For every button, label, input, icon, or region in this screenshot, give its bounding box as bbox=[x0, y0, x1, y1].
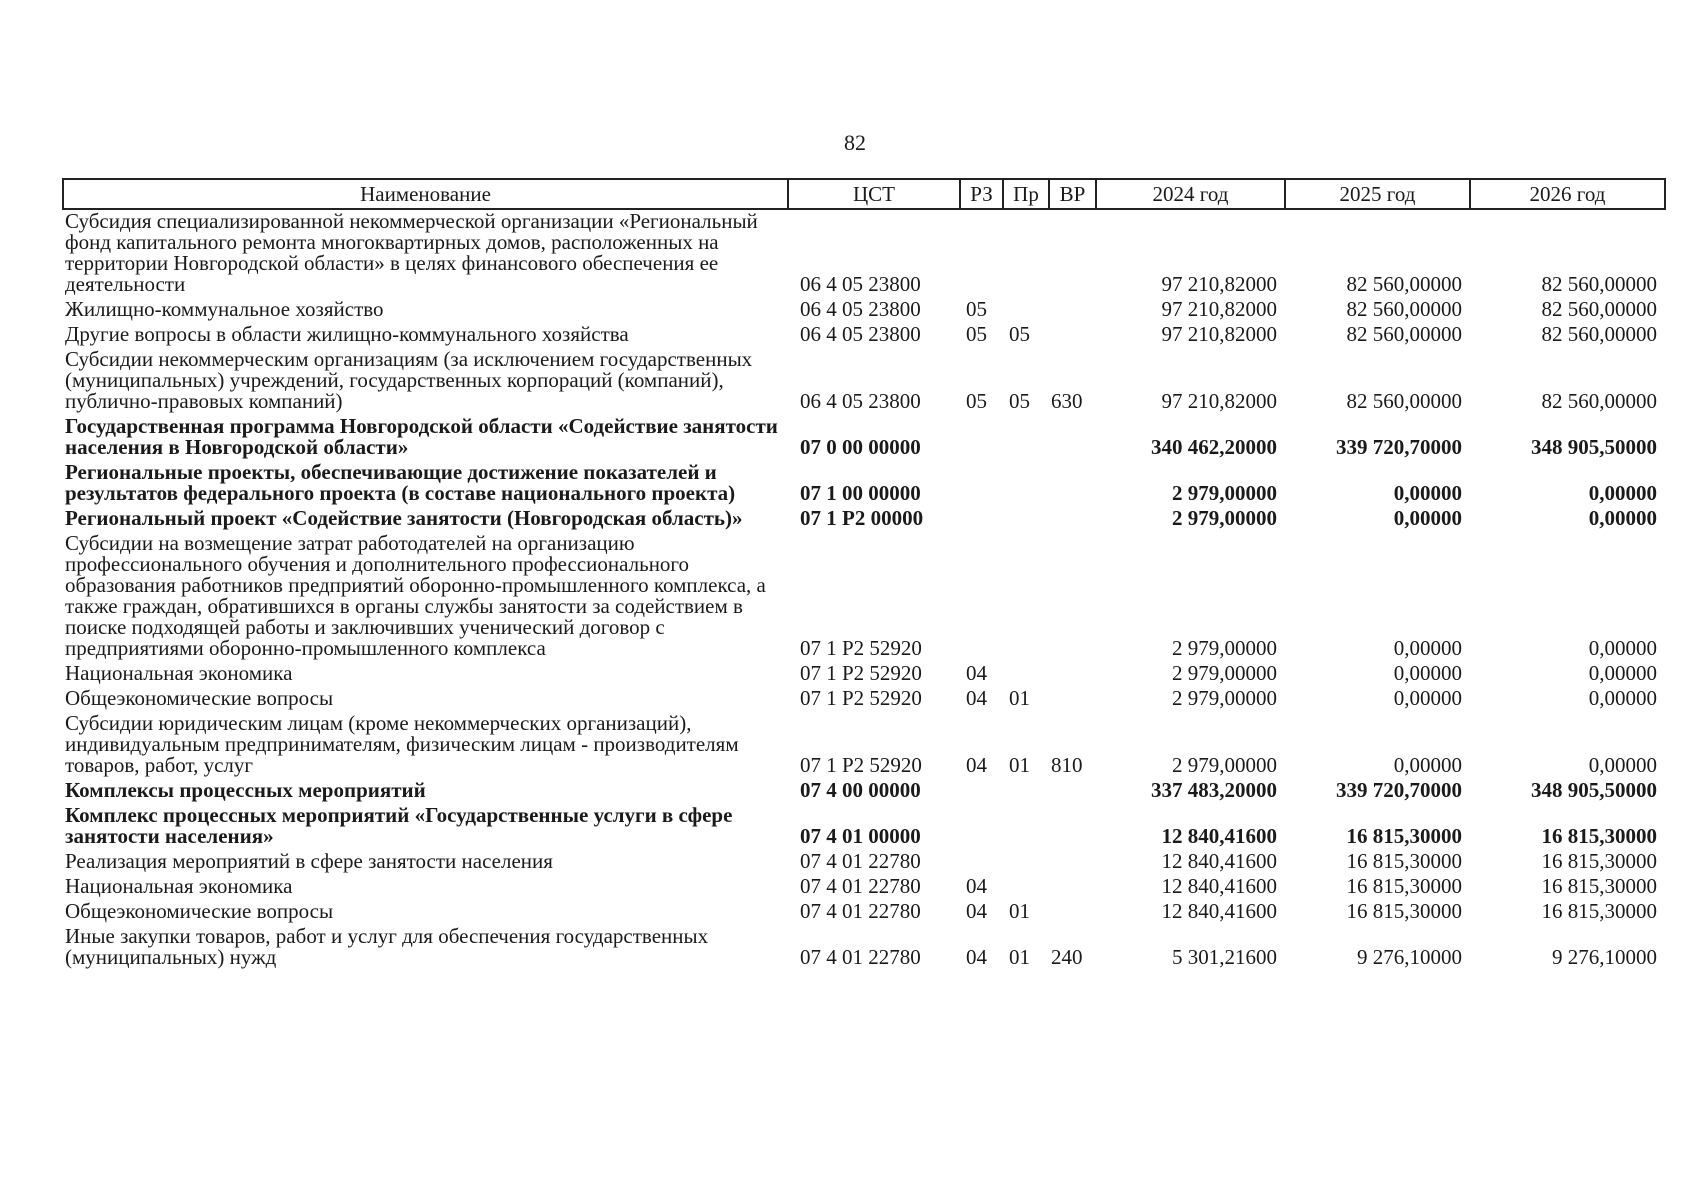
row-vr: 630 bbox=[1051, 389, 1083, 413]
row-name: Региональный проект «Содействие занятости (Новгородская область)» bbox=[65, 506, 743, 530]
row-amount-2025: 82 560,00000 bbox=[1346, 389, 1462, 413]
row-rz: 04 bbox=[966, 661, 987, 685]
row-rz bbox=[960, 209, 1003, 298]
row-amount-2026: 0,00000 bbox=[1588, 753, 1657, 777]
row-amount-2024: 2 979,00000 bbox=[1172, 506, 1277, 530]
header-name: Наименование bbox=[63, 179, 788, 209]
row-rz: 05 bbox=[966, 297, 987, 321]
header-row bbox=[63, 179, 1665, 209]
row-cst: 07 4 01 22780 bbox=[800, 899, 921, 923]
row-name: Комплексы процессных мероприятий bbox=[65, 778, 426, 802]
row-amount-2026: 16 815,30000 bbox=[1541, 899, 1657, 923]
row-amount-2026: 16 815,30000 bbox=[1541, 824, 1657, 848]
row-amount-2026: 0,00000 bbox=[1588, 686, 1657, 710]
row-pr bbox=[1003, 875, 1049, 900]
row-name: Субсидии юридическим лицам (кроме некоммерческих организаций), индивидуальным предпринимателям, физическим лицам - производителям товаров, работ, услуг bbox=[65, 711, 739, 777]
row-cst: 07 4 01 22780 bbox=[800, 849, 921, 873]
row-pr bbox=[1003, 662, 1049, 687]
row-amount-2024: 2 979,00000 bbox=[1172, 753, 1277, 777]
table-row bbox=[63, 925, 1665, 971]
row-rz bbox=[960, 804, 1003, 850]
row-vr bbox=[1049, 415, 1096, 461]
header-year-2025: 2025 год bbox=[1285, 179, 1470, 209]
row-cst: 07 1 Р2 52920 bbox=[800, 753, 922, 777]
row-rz bbox=[960, 532, 1003, 662]
row-amount-2024: 97 210,82000 bbox=[1161, 389, 1277, 413]
row-rz: 04 bbox=[966, 945, 987, 969]
row-pr bbox=[1003, 532, 1049, 662]
row-amount-2025: 82 560,00000 bbox=[1346, 272, 1462, 296]
header-cst: ЦСТ bbox=[788, 179, 960, 209]
row-name: Государственная программа Новгородской области «Содействие занятости населения в Новгородской области» bbox=[65, 414, 778, 459]
row-amount-2024: 2 979,00000 bbox=[1172, 481, 1277, 505]
table-row bbox=[63, 209, 1665, 298]
row-vr bbox=[1049, 323, 1096, 348]
row-amount-2025: 0,00000 bbox=[1393, 506, 1462, 530]
table-row bbox=[63, 348, 1665, 415]
row-amount-2026: 82 560,00000 bbox=[1541, 272, 1657, 296]
row-vr bbox=[1049, 662, 1096, 687]
row-name: Субсидии некоммерческим организациям (за исключением государственных (муниципальных) учреждений, государственных корпораций (компаний), публично-правовых компаний) bbox=[65, 347, 753, 413]
table-row bbox=[63, 662, 1665, 687]
row-vr bbox=[1049, 209, 1096, 298]
table-row bbox=[63, 323, 1665, 348]
row-name: Общеэкономические вопросы bbox=[65, 899, 334, 923]
row-cst: 07 4 01 00000 bbox=[800, 824, 921, 848]
row-amount-2024: 2 979,00000 bbox=[1172, 686, 1277, 710]
table-row bbox=[63, 461, 1665, 507]
row-vr: 240 bbox=[1051, 945, 1083, 969]
row-cst: 06 4 05 23800 bbox=[800, 297, 921, 321]
row-cst: 07 1 00 00000 bbox=[800, 481, 921, 505]
row-rz bbox=[960, 415, 1003, 461]
row-vr bbox=[1049, 875, 1096, 900]
row-amount-2025: 16 815,30000 bbox=[1346, 899, 1462, 923]
row-rz bbox=[960, 850, 1003, 875]
row-cst: 06 4 05 23800 bbox=[800, 322, 921, 346]
row-pr bbox=[1003, 507, 1049, 532]
row-amount-2025: 16 815,30000 bbox=[1346, 874, 1462, 898]
row-vr bbox=[1049, 687, 1096, 712]
row-rz: 04 bbox=[966, 874, 987, 898]
row-amount-2026: 82 560,00000 bbox=[1541, 297, 1657, 321]
row-name: Общеэкономические вопросы bbox=[65, 686, 334, 710]
row-cst: 07 1 Р2 52920 bbox=[800, 636, 922, 660]
row-name: Комплекс процессных мероприятий «Государственные услуги в сфере занятости населения» bbox=[65, 803, 733, 848]
row-vr bbox=[1049, 507, 1096, 532]
table-row bbox=[63, 298, 1665, 323]
row-amount-2025: 16 815,30000 bbox=[1346, 824, 1462, 848]
row-name: Жилищно-коммунальное хозяйство bbox=[65, 297, 384, 321]
header-pr: Пр bbox=[1003, 179, 1049, 209]
row-rz: 05 bbox=[966, 389, 987, 413]
row-cst: 07 4 00 00000 bbox=[800, 778, 921, 802]
row-pr: 05 bbox=[1009, 389, 1030, 413]
row-pr: 05 bbox=[1009, 322, 1030, 346]
table-header bbox=[63, 179, 1665, 209]
row-pr: 01 bbox=[1009, 899, 1030, 923]
row-amount-2024: 5 301,21600 bbox=[1172, 945, 1277, 969]
row-amount-2026: 82 560,00000 bbox=[1541, 389, 1657, 413]
row-amount-2026: 0,00000 bbox=[1588, 636, 1657, 660]
table-row bbox=[63, 415, 1665, 461]
row-pr bbox=[1003, 209, 1049, 298]
row-rz: 04 bbox=[966, 753, 987, 777]
row-cst: 07 1 Р2 52920 bbox=[800, 686, 922, 710]
row-pr bbox=[1003, 850, 1049, 875]
row-name: Иные закупки товаров, работ и услуг для обеспечения государственных (муниципальных) нужд bbox=[65, 924, 709, 969]
table-body bbox=[63, 209, 1665, 971]
row-amount-2025: 82 560,00000 bbox=[1346, 297, 1462, 321]
table-row bbox=[63, 532, 1665, 662]
row-name: Региональные проекты, обеспечивающие достижение показателей и результатов федерального проекта (в составе национального проекта) bbox=[65, 460, 736, 505]
row-amount-2024: 97 210,82000 bbox=[1161, 322, 1277, 346]
row-amount-2025: 0,00000 bbox=[1393, 636, 1462, 660]
row-vr bbox=[1049, 850, 1096, 875]
row-amount-2025: 82 560,00000 bbox=[1346, 322, 1462, 346]
table-row bbox=[63, 875, 1665, 900]
row-amount-2025: 339 720,70000 bbox=[1336, 778, 1462, 802]
row-name: Национальная экономика bbox=[65, 874, 293, 898]
row-amount-2026: 9 276,10000 bbox=[1552, 945, 1657, 969]
header-rz: РЗ bbox=[960, 179, 1003, 209]
row-amount-2024: 12 840,41600 bbox=[1161, 899, 1277, 923]
row-name: Национальная экономика bbox=[65, 661, 293, 685]
row-amount-2025: 16 815,30000 bbox=[1346, 849, 1462, 873]
table-row bbox=[63, 900, 1665, 925]
header-year-2024: 2024 год bbox=[1096, 179, 1285, 209]
row-amount-2024: 2 979,00000 bbox=[1172, 636, 1277, 660]
row-amount-2026: 348 905,50000 bbox=[1531, 435, 1657, 459]
row-pr bbox=[1003, 461, 1049, 507]
row-cst: 07 1 Р2 00000 bbox=[800, 506, 924, 530]
row-amount-2026: 16 815,30000 bbox=[1541, 849, 1657, 873]
row-name: Другие вопросы в области жилищно-коммунального хозяйства bbox=[65, 322, 629, 346]
header-vr: ВР bbox=[1049, 179, 1096, 209]
row-amount-2024: 337 483,20000 bbox=[1151, 778, 1277, 802]
row-pr bbox=[1003, 415, 1049, 461]
row-amount-2025: 0,00000 bbox=[1393, 481, 1462, 505]
row-vr: 810 bbox=[1051, 753, 1083, 777]
row-pr bbox=[1003, 804, 1049, 850]
table-row bbox=[63, 712, 1665, 779]
table-row bbox=[63, 687, 1665, 712]
row-cst: 06 4 05 23800 bbox=[800, 389, 921, 413]
row-amount-2024: 12 840,41600 bbox=[1161, 849, 1277, 873]
row-amount-2024: 12 840,41600 bbox=[1161, 824, 1277, 848]
table-row bbox=[63, 850, 1665, 875]
row-amount-2026: 348 905,50000 bbox=[1531, 778, 1657, 802]
row-pr: 01 bbox=[1009, 753, 1030, 777]
row-amount-2025: 0,00000 bbox=[1393, 753, 1462, 777]
row-cst: 07 4 01 22780 bbox=[800, 874, 921, 898]
row-pr: 01 bbox=[1009, 686, 1030, 710]
budget-table-container bbox=[62, 178, 1664, 971]
row-pr bbox=[1003, 779, 1049, 804]
row-amount-2026: 82 560,00000 bbox=[1541, 322, 1657, 346]
row-rz: 04 bbox=[966, 686, 987, 710]
row-vr bbox=[1049, 779, 1096, 804]
row-vr bbox=[1049, 532, 1096, 662]
row-cst: 07 4 01 22780 bbox=[800, 945, 921, 969]
row-amount-2026: 0,00000 bbox=[1588, 506, 1657, 530]
row-pr: 01 bbox=[1009, 945, 1030, 969]
row-amount-2025: 0,00000 bbox=[1393, 661, 1462, 685]
row-amount-2025: 9 276,10000 bbox=[1357, 945, 1462, 969]
row-amount-2024: 340 462,20000 bbox=[1151, 435, 1277, 459]
row-name: Реализация мероприятий в сфере занятости населения bbox=[65, 849, 553, 873]
row-amount-2026: 0,00000 bbox=[1588, 661, 1657, 685]
row-vr bbox=[1049, 461, 1096, 507]
row-amount-2026: 16 815,30000 bbox=[1541, 874, 1657, 898]
row-amount-2024: 97 210,82000 bbox=[1161, 297, 1277, 321]
row-rz bbox=[960, 507, 1003, 532]
row-amount-2025: 0,00000 bbox=[1393, 686, 1462, 710]
row-cst: 07 0 00 00000 bbox=[800, 435, 921, 459]
row-rz: 04 bbox=[966, 899, 987, 923]
row-amount-2025: 339 720,70000 bbox=[1336, 435, 1462, 459]
row-rz: 05 bbox=[966, 322, 987, 346]
header-year-2026: 2026 год bbox=[1470, 179, 1665, 209]
row-rz bbox=[960, 779, 1003, 804]
row-cst: 07 1 Р2 52920 bbox=[800, 661, 922, 685]
page-number: 82 bbox=[844, 130, 866, 155]
row-vr bbox=[1049, 900, 1096, 925]
row-amount-2024: 2 979,00000 bbox=[1172, 661, 1277, 685]
row-cst: 06 4 05 23800 bbox=[800, 272, 921, 296]
table-row bbox=[63, 804, 1665, 850]
row-vr bbox=[1049, 298, 1096, 323]
row-rz bbox=[960, 461, 1003, 507]
row-name: Субсидия специализированной некоммерческой организации «Региональный фонд капитального ремонта многоквартирных домов, расположенных на территории Новгородской области» в целях финансового обеспечения ее деятельности bbox=[65, 209, 758, 296]
row-pr bbox=[1003, 298, 1049, 323]
row-vr bbox=[1049, 804, 1096, 850]
row-amount-2026: 0,00000 bbox=[1588, 481, 1657, 505]
row-amount-2024: 97 210,82000 bbox=[1161, 272, 1277, 296]
row-name: Субсидии на возмещение затрат работодателей на организацию профессионального обучения и дополнительного профессионального образования работников предприятий оборонно-промышленного комплекса, а также граждан, обратившихся в органы службы занятости за содействием в поиске подходящей работы и заключивших ученический договор с предприятиями оборонно-промышленного комплекса bbox=[65, 531, 766, 660]
budget-table bbox=[62, 178, 1666, 971]
table-row bbox=[63, 779, 1665, 804]
table-row bbox=[63, 507, 1665, 532]
row-amount-2024: 12 840,41600 bbox=[1161, 874, 1277, 898]
